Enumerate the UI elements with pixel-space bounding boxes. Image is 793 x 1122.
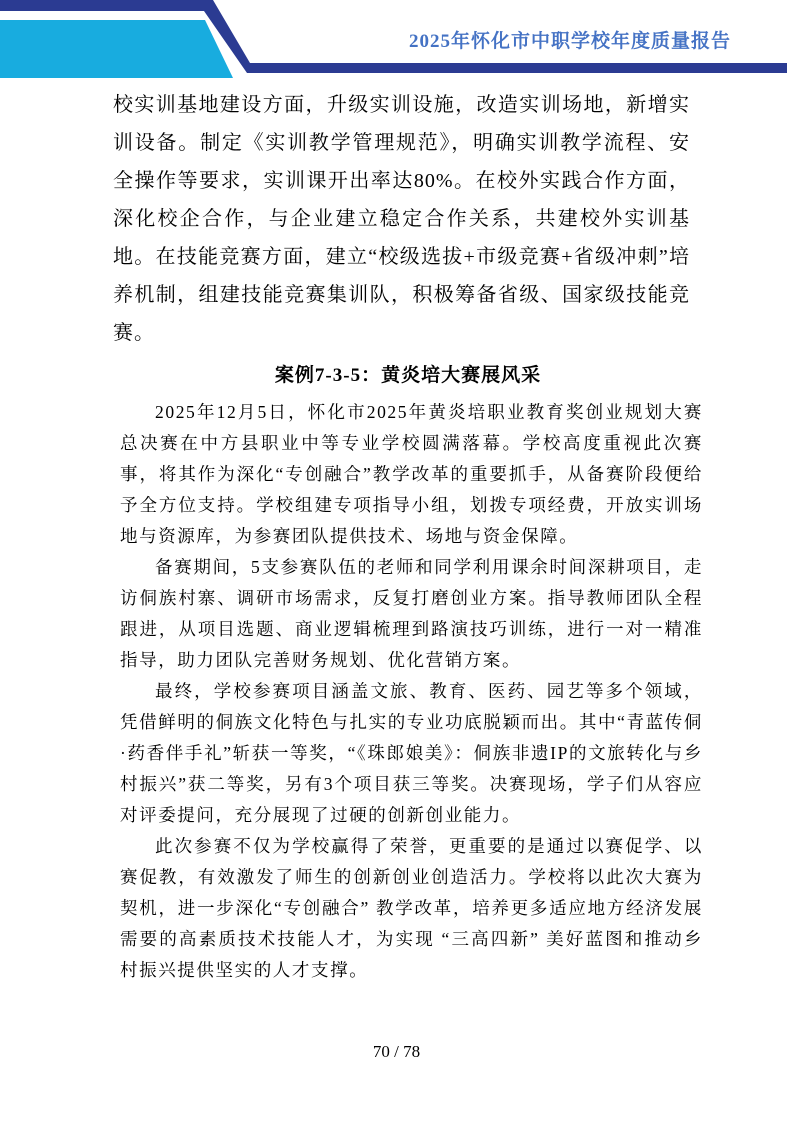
intro-paragraph: 校实训基地建设方面，升级实训设施，改造实训场地，新增实训设备。制定《实训教学管理规范》，明确实训教学流程、安全操作等要求，实训课开出率达80%。在校外实践合作方面，深化校企合作，与企业建立稳定合作关系，共建校外实训基地。在技能竞赛方面，建立“校级选拔+市级竞赛+省级冲刺”培养机制，组建技能竞赛集训队，积极筹备省级、国家级技能竞赛。 <box>113 94 690 344</box>
case-paragraph-4: 此次参赛不仅为学校赢得了荣誉，更重要的是通过以赛促学、以赛促教，有效激发了师生的创新创业创造活力。学校将以此次大赛为契机，进一步深化“专创融合” 教学改革，培养更多适应地方经济发展需要的高素质技术技能人才，为实现 “三高四新” 美好蓝图和推动乡村振兴提供坚实的人才支撑。 <box>120 836 703 980</box>
case-paragraph-2: 备赛期间，5支参赛队伍的老师和同学利用课余时间深耕项目，走访侗族村寨、调研市场需求，反复打磨创业方案。指导教师团队全程跟进，从项目选题、商业逻辑梳理到路演技巧训练，进行一对一精准指导，助力团队完善财务规划、优化营销方案。 <box>120 557 703 670</box>
document-content <box>113 86 703 986</box>
header-cyan-band-shape <box>0 20 233 78</box>
report-title: 2025年怀化市中职学校年度质量报告 <box>408 31 731 52</box>
case-heading: 案例7-3-5：黄炎培大赛展风采 <box>274 365 542 386</box>
page-footer <box>0 1042 793 1062</box>
case-paragraph-3: 最终，学校参赛项目涵盖文旅、教育、医药、园艺等多个领域，凭借鲜明的侗族文化特色与扎实的专业功底脱颖而出。其中“青蓝传侗·药香伴手礼”斩获一等奖，“《珠郎娘美》：侗族非遗IP的文旅转化与乡村振兴”获二等奖，另有3个项目获三等奖。决赛现场，学子们从容应对评委提问，充分展现了过硬的创新创业能力。 <box>120 681 703 825</box>
page-header <box>0 0 793 90</box>
case-paragraph-1: 2025年12月5日，怀化市2025年黄炎培职业教育奖创业规划大赛总决赛在中方县职业中等专业学校圆满落幕。学校高度重视此次赛事，将其作为深化“专创融合”教学改革的重要抓手，从备赛阶段便给予全方位支持。学校组建专项指导小组，划拨专项经费，开放实训场地与资源库，为参赛团队提供技术、场地与资金保障。 <box>120 402 703 546</box>
page-number: 70 / 78 <box>372 1042 421 1061</box>
